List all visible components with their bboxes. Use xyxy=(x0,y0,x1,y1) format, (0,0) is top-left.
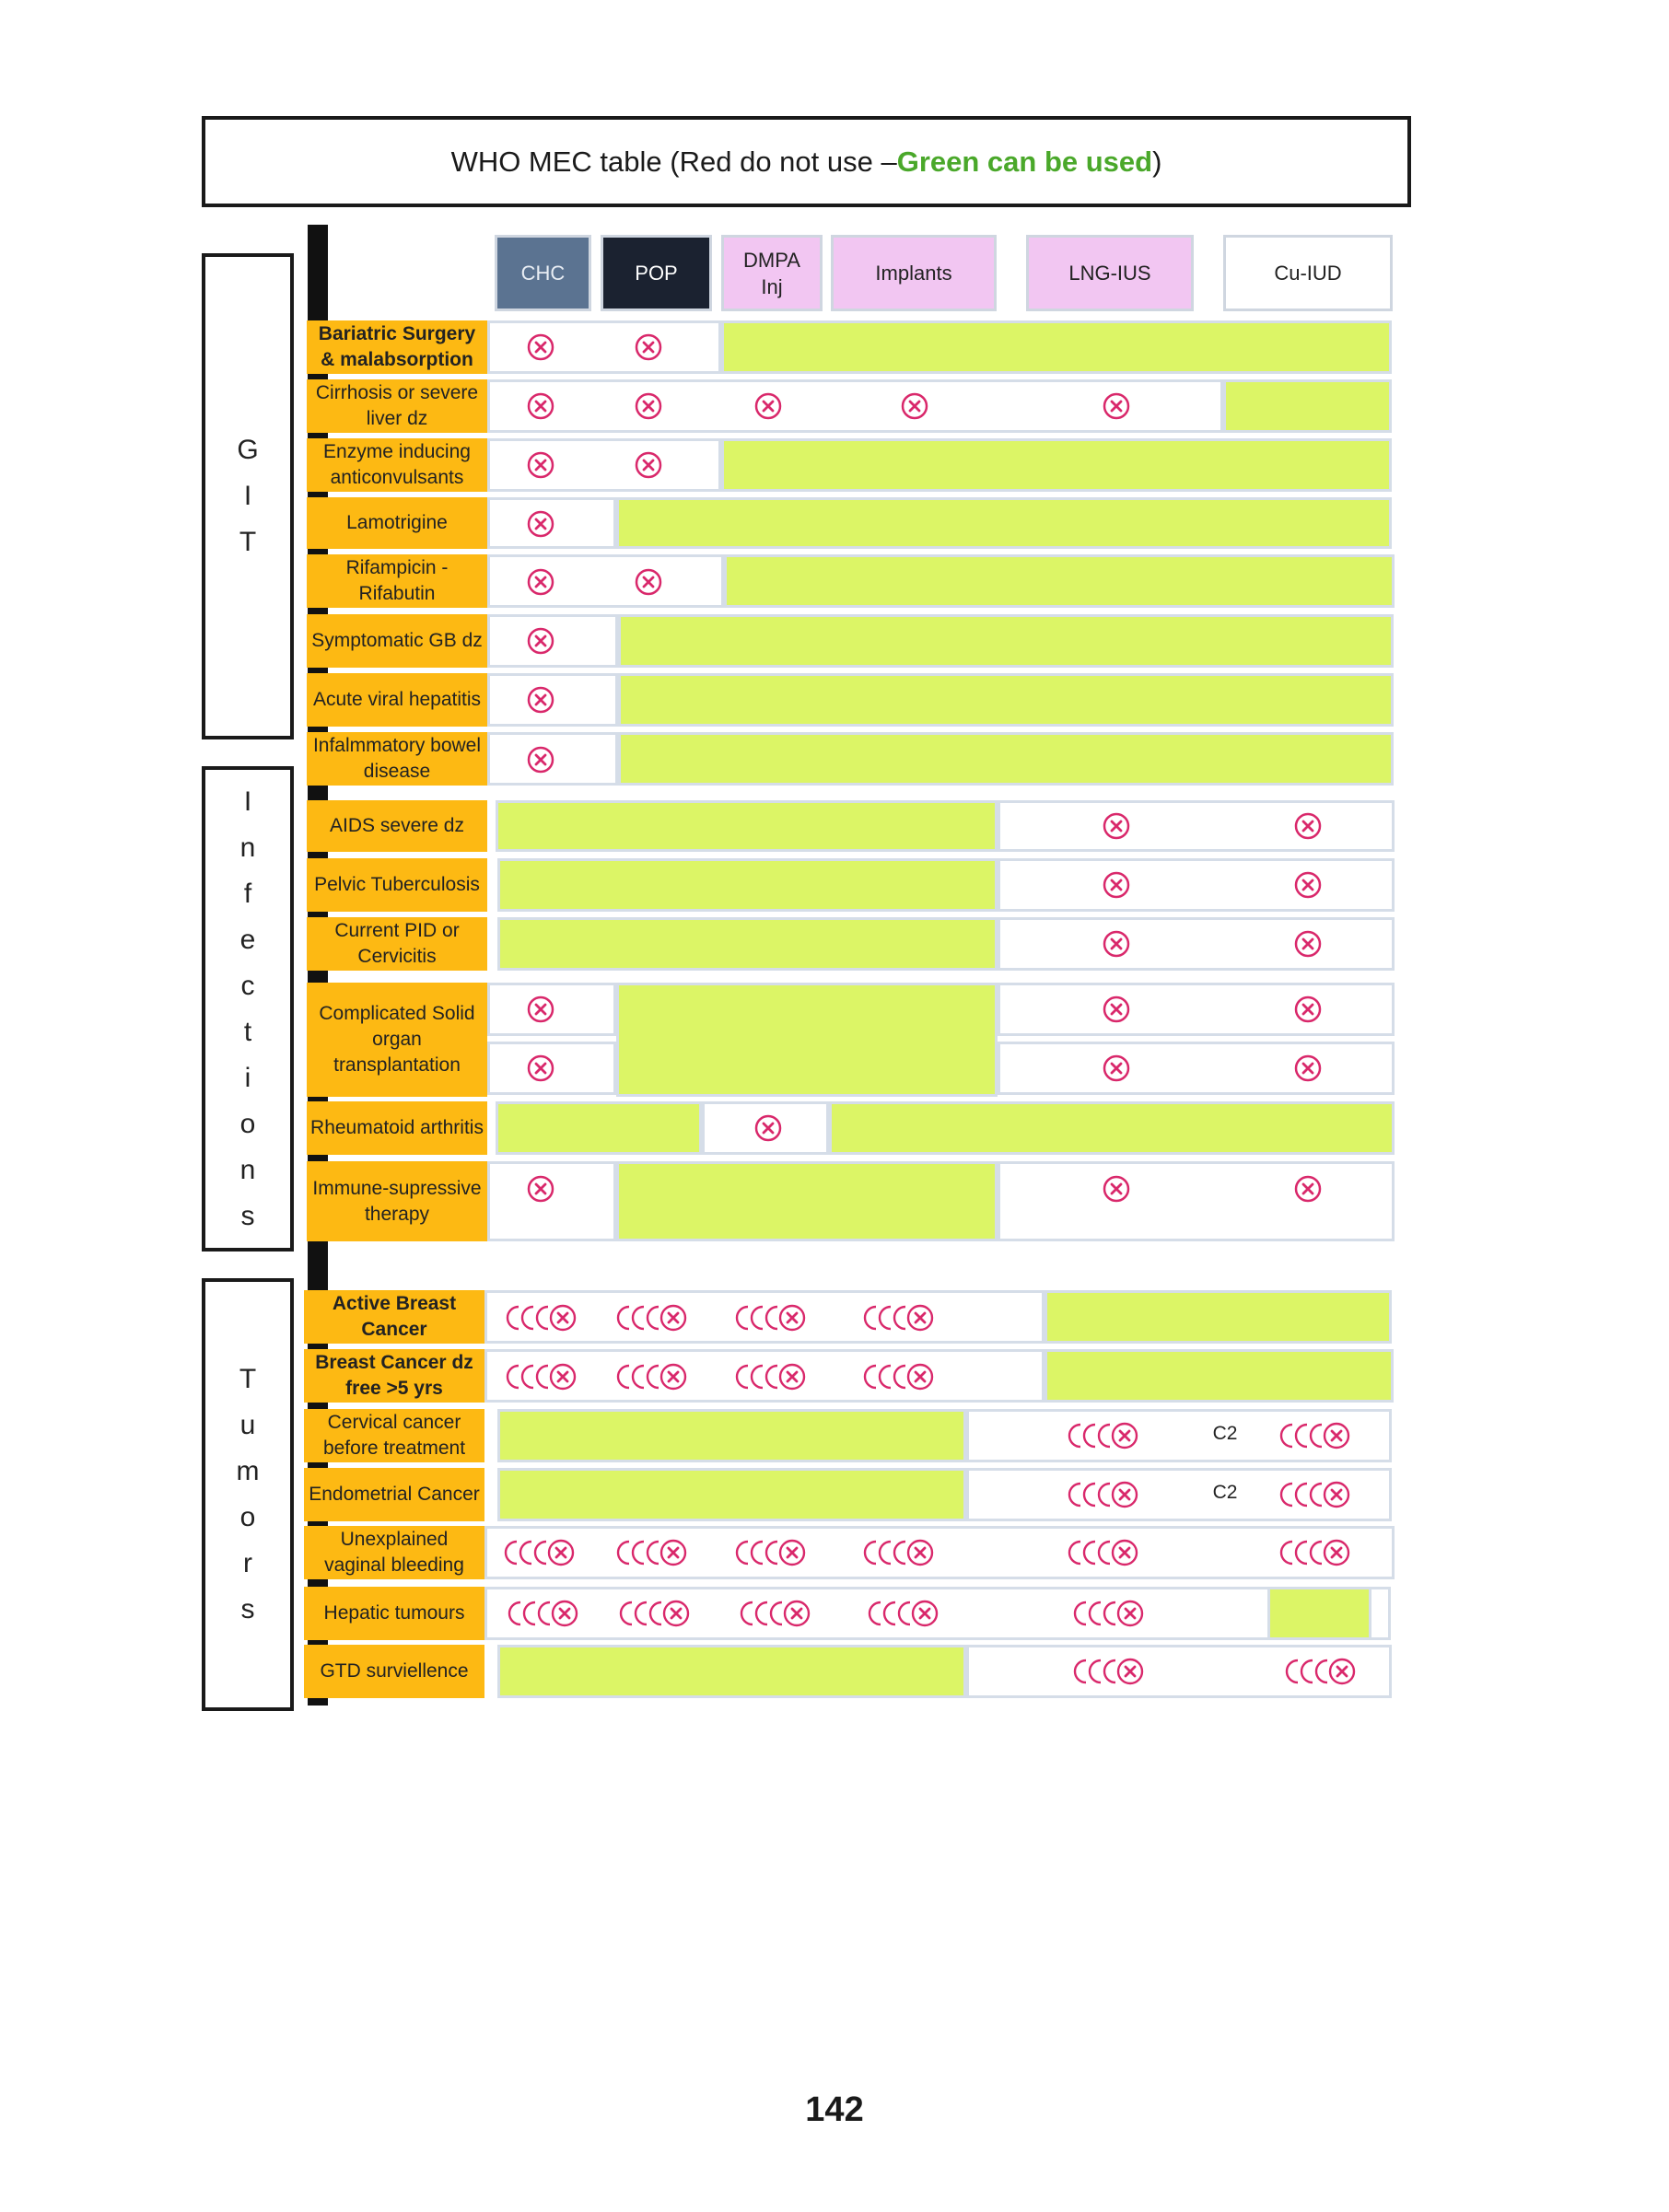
title-green-text: Green can be used xyxy=(896,145,1153,178)
row-label: GTD surviellence xyxy=(304,1645,484,1698)
do-not-use-icon xyxy=(634,567,663,601)
row-label: Endometrial Cancer xyxy=(304,1468,484,1521)
column-header-cu-iud: Cu-IUD xyxy=(1223,235,1393,311)
row-label: Hepatic tumours xyxy=(304,1587,484,1640)
page-number: 142 xyxy=(805,2090,864,2129)
usable-cell xyxy=(616,983,998,1097)
usable-cell xyxy=(721,320,1392,374)
title-prefix: WHO MEC table (Red do not use – xyxy=(450,145,897,178)
usable-cell xyxy=(497,1645,966,1698)
multi-do-not-use-icon xyxy=(864,1598,941,1629)
multi-do-not-use-icon xyxy=(613,1302,690,1333)
multi-do-not-use-icon xyxy=(502,1361,579,1392)
multi-do-not-use-icon xyxy=(731,1302,809,1333)
do-not-use-icon xyxy=(526,685,555,719)
group-letter: I xyxy=(243,481,252,511)
multi-do-not-use-icon xyxy=(504,1598,581,1629)
multi-do-not-use-icon xyxy=(859,1302,937,1333)
category-label: C2 xyxy=(1212,1423,1238,1444)
multi-do-not-use-icon xyxy=(1276,1420,1353,1451)
usable-cell xyxy=(618,732,1394,786)
multi-do-not-use-icon xyxy=(615,1598,693,1629)
multi-do-not-use-icon xyxy=(1064,1537,1141,1568)
do-not-use-icon xyxy=(634,391,663,425)
group-letter: f xyxy=(243,878,252,909)
restricted-cell xyxy=(487,554,724,608)
do-not-use-icon xyxy=(526,391,555,425)
group-letter: s xyxy=(240,1200,255,1231)
column-header-lng-ius: LNG-IUS xyxy=(1026,235,1194,311)
usable-cell xyxy=(724,554,1395,608)
do-not-use-icon xyxy=(634,332,663,367)
group-letter: n xyxy=(239,832,256,863)
group-letter: u xyxy=(239,1410,256,1440)
restricted-cell xyxy=(998,858,1395,912)
row-label: Complicated Solid organ transplantation xyxy=(307,983,487,1097)
row-label: Enzyme inducing anticonvulsants xyxy=(307,438,487,492)
column-header-chc: CHC xyxy=(495,235,591,311)
table-title xyxy=(202,116,1411,207)
restricted-cell xyxy=(998,983,1395,1036)
multi-do-not-use-icon xyxy=(859,1537,937,1568)
do-not-use-icon xyxy=(1102,1054,1131,1088)
row-label: Rheumatoid arthritis xyxy=(307,1101,487,1155)
group-letter: G xyxy=(237,435,259,465)
multi-do-not-use-icon xyxy=(613,1537,690,1568)
do-not-use-icon xyxy=(634,450,663,484)
do-not-use-icon xyxy=(1102,391,1131,425)
multi-do-not-use-icon xyxy=(500,1537,578,1568)
restricted-cell xyxy=(998,800,1395,852)
usable-cell xyxy=(616,497,1392,549)
do-not-use-icon xyxy=(526,332,555,367)
multi-do-not-use-icon xyxy=(1276,1479,1353,1510)
do-not-use-icon xyxy=(1102,1174,1131,1208)
do-not-use-icon xyxy=(526,567,555,601)
multi-do-not-use-icon xyxy=(731,1361,809,1392)
do-not-use-icon xyxy=(1293,1054,1323,1088)
group-letter: I xyxy=(243,786,252,817)
row-label: Current PID or Cervicitis xyxy=(307,917,487,971)
do-not-use-icon xyxy=(526,745,555,779)
group-letter: r xyxy=(243,1548,252,1578)
do-not-use-icon xyxy=(526,626,555,660)
group-letter: m xyxy=(236,1456,260,1486)
multi-do-not-use-icon xyxy=(1064,1420,1141,1451)
column-header-implants: Implants xyxy=(831,235,997,311)
usable-cell xyxy=(496,800,998,852)
multi-do-not-use-icon xyxy=(736,1598,813,1629)
multi-do-not-use-icon xyxy=(859,1361,937,1392)
do-not-use-icon xyxy=(900,391,929,425)
do-not-use-icon xyxy=(1293,995,1323,1029)
multi-do-not-use-icon xyxy=(1064,1479,1141,1510)
usable-cell xyxy=(618,614,1394,668)
multi-do-not-use-icon xyxy=(1069,1656,1147,1687)
do-not-use-icon xyxy=(526,995,555,1029)
restricted-cell xyxy=(487,320,721,374)
group-letter: t xyxy=(243,1016,252,1047)
restricted-cell xyxy=(487,438,721,492)
usable-cell xyxy=(1267,1587,1371,1640)
do-not-use-icon xyxy=(526,1174,555,1208)
row-label: Rifampicin - Rifabutin xyxy=(307,554,487,608)
row-label: Symptomatic GB dz xyxy=(307,614,487,668)
multi-do-not-use-icon xyxy=(1276,1537,1353,1568)
usable-cell xyxy=(1045,1349,1394,1403)
multi-do-not-use-icon xyxy=(731,1537,809,1568)
row-label: Bariatric Surgery & malabsorption xyxy=(307,320,487,374)
row-label: AIDS severe dz xyxy=(307,800,487,852)
group-letter: T xyxy=(239,527,257,557)
do-not-use-icon xyxy=(1293,870,1323,904)
group-tumors xyxy=(202,1278,294,1711)
group-letter: c xyxy=(240,970,255,1001)
group-infections xyxy=(202,766,294,1252)
do-not-use-icon xyxy=(526,450,555,484)
do-not-use-icon xyxy=(1102,995,1131,1029)
do-not-use-icon xyxy=(1102,811,1131,845)
usable-cell xyxy=(616,1161,998,1241)
multi-do-not-use-icon xyxy=(1281,1656,1359,1687)
title-suffix: ) xyxy=(1152,145,1162,178)
usable-cell xyxy=(618,673,1394,727)
group-letter: i xyxy=(244,1062,251,1093)
row-label: Cervical cancer before treatment xyxy=(304,1409,484,1462)
do-not-use-icon xyxy=(1293,929,1323,963)
usable-cell xyxy=(1223,379,1392,433)
restricted-cell xyxy=(998,1161,1395,1241)
row-label: Breast Cancer dz free >5 yrs xyxy=(304,1349,484,1403)
row-label: Acute viral hepatitis xyxy=(307,673,487,727)
do-not-use-icon xyxy=(753,1113,783,1147)
row-label: Pelvic Tuberculosis xyxy=(307,858,487,912)
group-letter: o xyxy=(239,1108,256,1139)
do-not-use-icon xyxy=(1293,1174,1323,1208)
do-not-use-icon xyxy=(526,1054,555,1088)
usable-cell xyxy=(497,1468,966,1521)
do-not-use-icon xyxy=(1293,811,1323,845)
usable-cell xyxy=(497,917,998,971)
usable-cell xyxy=(721,438,1392,492)
usable-cell xyxy=(829,1101,1395,1155)
group-git xyxy=(202,253,294,739)
column-header-dmpa: DMPA Inj xyxy=(721,235,823,311)
usable-cell xyxy=(497,858,998,912)
do-not-use-icon xyxy=(1102,929,1131,963)
do-not-use-icon xyxy=(1102,870,1131,904)
group-letter: o xyxy=(239,1502,256,1532)
multi-do-not-use-icon xyxy=(502,1302,579,1333)
do-not-use-icon xyxy=(526,509,555,543)
row-label: Active Breast Cancer xyxy=(304,1290,484,1344)
row-label: Immune-supressive therapy xyxy=(307,1161,487,1241)
group-letter: T xyxy=(239,1364,257,1394)
multi-do-not-use-icon xyxy=(1069,1598,1147,1629)
row-label: Infalmmatory bowel disease xyxy=(307,732,487,786)
group-letter: s xyxy=(240,1594,255,1624)
do-not-use-icon xyxy=(753,391,783,425)
usable-cell xyxy=(496,1101,702,1155)
restricted-cell xyxy=(998,1042,1395,1095)
column-header-pop: POP xyxy=(601,235,712,311)
usable-cell xyxy=(1045,1290,1392,1344)
group-letter: n xyxy=(239,1154,256,1185)
usable-cell xyxy=(497,1409,966,1462)
category-label: C2 xyxy=(1212,1482,1238,1503)
multi-do-not-use-icon xyxy=(613,1361,690,1392)
restricted-cell xyxy=(998,917,1395,971)
group-letter: e xyxy=(239,924,256,955)
row-label: Lamotrigine xyxy=(307,497,487,549)
row-label: Cirrhosis or severe liver dz xyxy=(307,379,487,433)
row-label: Unexplained vaginal bleeding xyxy=(304,1526,484,1579)
